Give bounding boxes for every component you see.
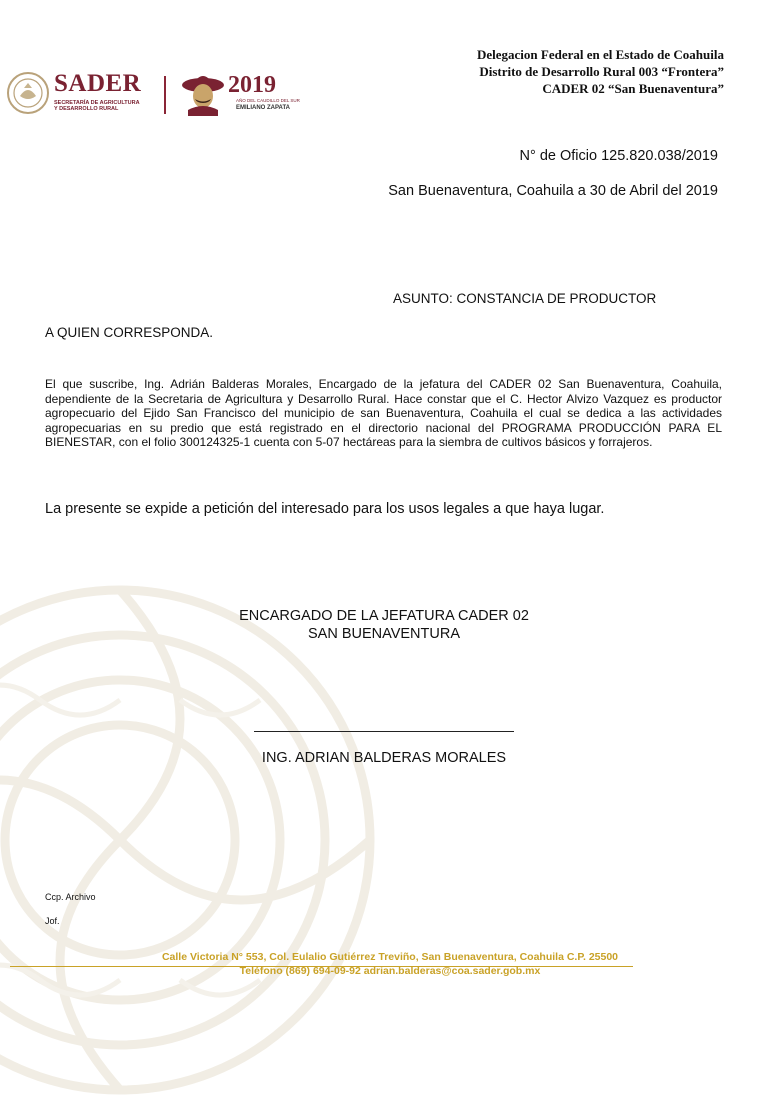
signature-line — [254, 731, 514, 732]
document-date: San Buenaventura, Coahuila a 30 de Abril del 2019 — [388, 183, 718, 199]
footer-contact: Teléfono (869) 694-09-92 adrian.balderas@coa.sader.gob.mx — [239, 965, 541, 977]
cc-archive: Ccp. Archivo — [45, 892, 96, 902]
header-delegacion: Delegacion Federal en el Estado de Coahuila — [477, 47, 724, 62]
header-cader: CADER 02 “San Buenaventura” — [542, 81, 724, 96]
header-distrito: Distrito de Desarrollo Rural 003 “Frontera” — [479, 64, 724, 79]
signatory-location: SAN BUENAVENTURA — [307, 626, 460, 642]
closing-statement: La presente se expide a petición del interesado para los usos legales a que haya lugar. — [45, 501, 605, 517]
salutation: A QUIEN CORRESPONDA. — [45, 325, 214, 340]
oficio-number: N° de Oficio 125.820.038/2019 — [519, 148, 718, 164]
sader-subtitle: SECRETARÍA DE AGRICULTURA Y DESARROLLO RURAL — [54, 100, 140, 112]
year-honoree: EMILIANO ZAPATA — [236, 105, 290, 111]
cc-jof: Jof. — [45, 916, 60, 926]
signatory-name: ING. ADRIAN BALDERAS MORALES — [261, 750, 507, 766]
mexico-eagle-emblem-icon — [6, 70, 50, 116]
footer-address: Calle Victoria N° 553, Col. Eulalio Gutiérrez Treviño, San Buenaventura, Coahuila C.P. 25500 — [161, 951, 619, 963]
zapata-portrait-icon — [180, 68, 226, 116]
year-subtitle: AÑO DEL CAUDILLO DEL SUR — [236, 98, 300, 103]
logo-divider — [164, 76, 166, 114]
subject-line: ASUNTO: CONSTANCIA DE PRODUCTOR — [393, 291, 657, 306]
sader-wordmark: SADER — [54, 70, 142, 97]
zapata-2019-logo — [180, 68, 310, 118]
watermark-pattern — [0, 560, 400, 1120]
sader-logo — [6, 70, 151, 118]
body-paragraph: El que suscribe, Ing. Adrián Balderas Morales, Encargado de la jefatura del CADER 02 San Buenaventura, Coahuila, dependiente de la Secretaria de Agricultura y Desarrollo Rural. Hace constar que el C. Hector Alvizo Vazquez es productor agropecuario del Ejido San Francisco del municipio de san Buenaventura, Coahuila el cual se dedica a las actividades agropecuarias en su predio que está registrado en el directorio nacional del PROGRAMA PRODUCCIÓN PARA EL BIENESTAR, con el folio 300124325-1 cuenta con 5-07 hectáreas para la siembra de cultivos básicos y forrajeros. — [45, 377, 722, 450]
signatory-position: ENCARGADO DE LA JEFATURA CADER 02 — [239, 608, 529, 624]
year-label: 2019 — [228, 72, 276, 98]
